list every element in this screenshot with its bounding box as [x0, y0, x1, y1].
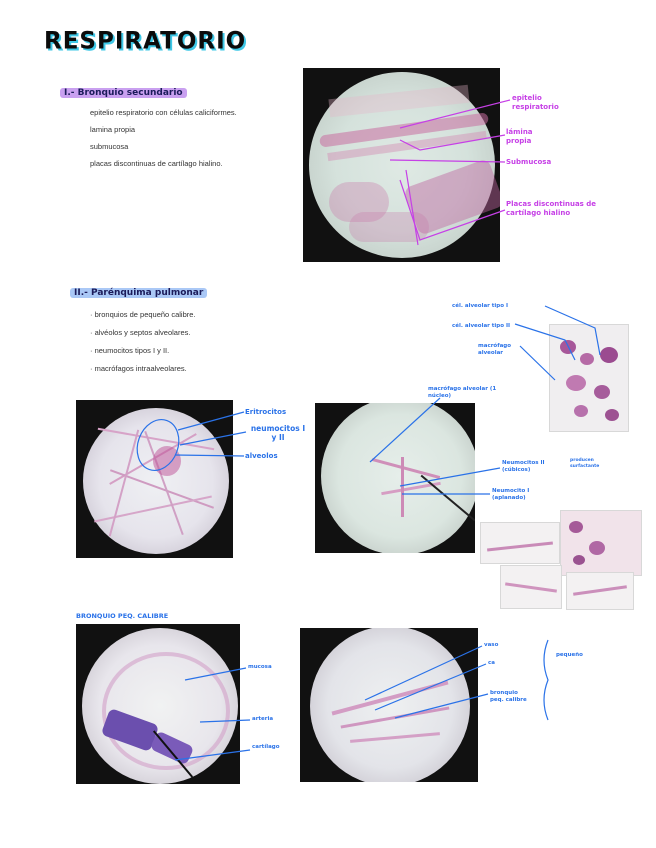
label-epitelio: epitelio respiratorio [512, 94, 559, 111]
list-item: · neumocitos tipos I y II. [90, 346, 170, 355]
label-ca: ca [488, 660, 495, 666]
section-heading-bronquio: I.- Bronquio secundario [60, 88, 187, 98]
micrograph-bronquio-pequeno-2 [300, 628, 478, 782]
label-cartilago: cartílago [252, 744, 280, 750]
label-cel-tipo1: cél. alveolar tipo I [452, 303, 508, 309]
label-arteria: arteria [252, 716, 274, 722]
label-vaso: vaso [484, 642, 499, 648]
section1-list [90, 104, 237, 172]
label-alveolos: alveolos [245, 452, 278, 460]
reference-image-2 [560, 510, 642, 576]
micrograph-alveolos [76, 400, 233, 558]
micrograph-macrofago [315, 403, 475, 553]
page-title: RESPIRATORIO [44, 27, 247, 55]
label-macrofago-scope: macrófago alveolar (1 núcleo) [428, 386, 497, 399]
label-bronquio-peq: bronquio peq. calibre [490, 690, 527, 703]
section-heading-bronquio-pequeno: BRONQUIO PEQ. CALIBRE [76, 612, 169, 620]
reference-image-3 [500, 565, 562, 609]
reference-image-4 [566, 572, 634, 610]
micrograph-bronquio-pequeno [76, 624, 240, 784]
section-heading-parenquima: II.- Parénquima pulmonar [70, 288, 207, 298]
list-item: submucosa [90, 142, 129, 151]
list-item: lamina propia [90, 125, 136, 134]
reference-image-1 [480, 522, 560, 564]
list-item: · alvéolos y septos alveolares. [90, 328, 191, 337]
section2-list [90, 306, 196, 378]
list-item: placas discontinuas de cartílago hialino. [90, 159, 223, 168]
label-mucosa: mucosa [248, 664, 272, 670]
label-cel-tipo2: cél. alveolar tipo II [452, 323, 511, 329]
micrograph-bronquio [303, 68, 500, 262]
label-neumocito2: Neumocitos II (cúbicos) [502, 460, 545, 473]
label-submucosa: Submucosa [506, 158, 552, 166]
micrograph-alveolar-cells [549, 324, 629, 432]
list-item: · bronquios de pequeño calibre. [90, 310, 196, 319]
label-pequeno-brace: pequeño [556, 652, 583, 658]
label-surfactante: producen surfactante [570, 458, 600, 469]
label-lamina: lámina propia [506, 128, 533, 145]
list-item: · macrófagos intraalveolares. [90, 364, 187, 373]
list-item: epitelio respiratorio con células caliciformes. [90, 108, 237, 117]
label-neumocitos: neumocitos I y II [250, 424, 306, 442]
label-placas: Placas discontinuas de cartílago hialino [506, 200, 597, 217]
label-macrofago-alveolar: macrófago alveolar [478, 343, 512, 356]
label-eritrocitos: Eritrocitos [245, 408, 287, 416]
label-neumocito1: Neumocito I (aplanado) [492, 488, 530, 501]
